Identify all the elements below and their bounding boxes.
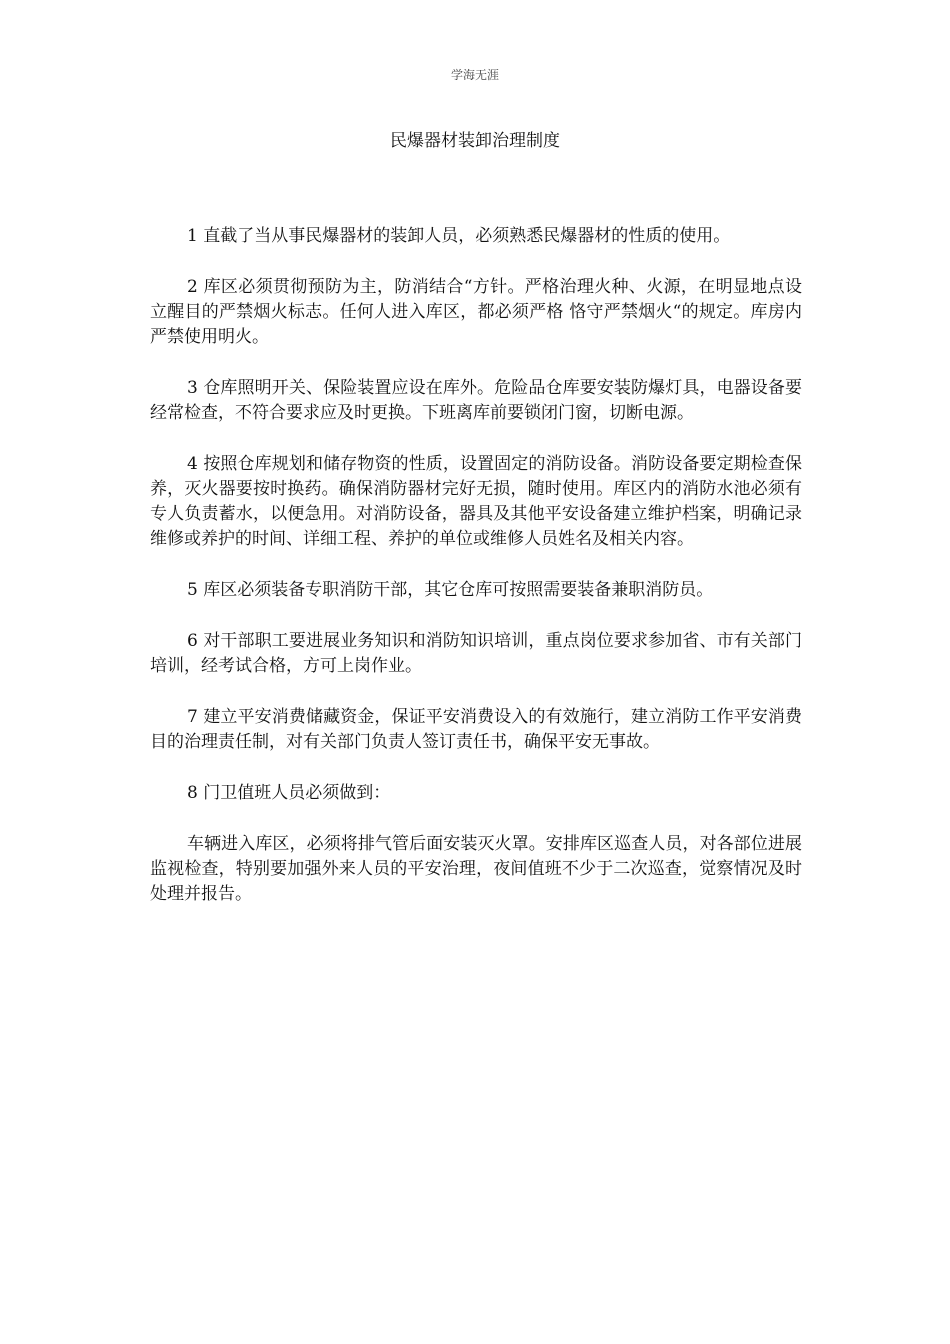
paragraph-5: 5 库区必须装备专职消防干部，其它仓库可按照需要装备兼职消防员。	[187, 580, 714, 600]
paragraph-9: 车辆进入库区，必须将排气管后面安装灭火罩。安排库区巡查人员，对各部位进展监视检查，特别要加强外来人员的平安治理，夜间值班不少于二次巡查，觉察情况及时处理并报告。	[150, 834, 802, 904]
paragraph-4: 4 按照仓库规划和储存物资的性质，设置固定的消防设备。消防设备要定期检查保养，灭火器要按时换药。确保消防器材完好无损，随时使用。库区内的消防水池必须有专人负责蓄水，以便急用。对消防设备，器具及其他平安设备建立维护档案，明确记录维修或养护的时间、详细工程、养护的单位或维修人员姓名及相关内容。	[150, 454, 802, 549]
page-header: 学海无涯	[450, 68, 499, 82]
paragraph-6: 6 对干部职工要进展业务知识和消防知识培训，重点岗位要求参加省、市有关部门 培训，经考试合格，方可上岗作业。	[150, 631, 802, 676]
paragraph-1: 1 直截了当从事民爆器材的装卸人员，必须熟悉民爆器材的性质的使用。	[187, 226, 731, 246]
document-title: 民爆器材装卸治理制度	[390, 131, 560, 151]
paragraph-7: 7 建立平安消费储藏资金，保证平安消费设入的有效施行，建立消防工作平安消费目的治理责任制，对有关部门负责人签订责任书，确保平安无事故。	[150, 707, 802, 752]
paragraph-3: 3 仓库照明开关、保险装置应设在库外。危险品仓库要安装防爆灯具，电器设备要经常检查，不符合要求应及时更换。下班离库前要锁闭门窗，切断电源。	[150, 378, 802, 423]
paragraph-2: 2 库区必须贯彻预防为主，防消结合“方针。严格治理火种、火源，在明显地点设立醒目的严禁烟火标志。任何人进入库区，都必须严格 恪守严禁烟火“的规定。库房内严禁使用明火。	[150, 277, 802, 347]
document-body	[150, 224, 802, 933]
paragraph-8: 8 门卫值班人员必须做到：	[187, 783, 391, 803]
